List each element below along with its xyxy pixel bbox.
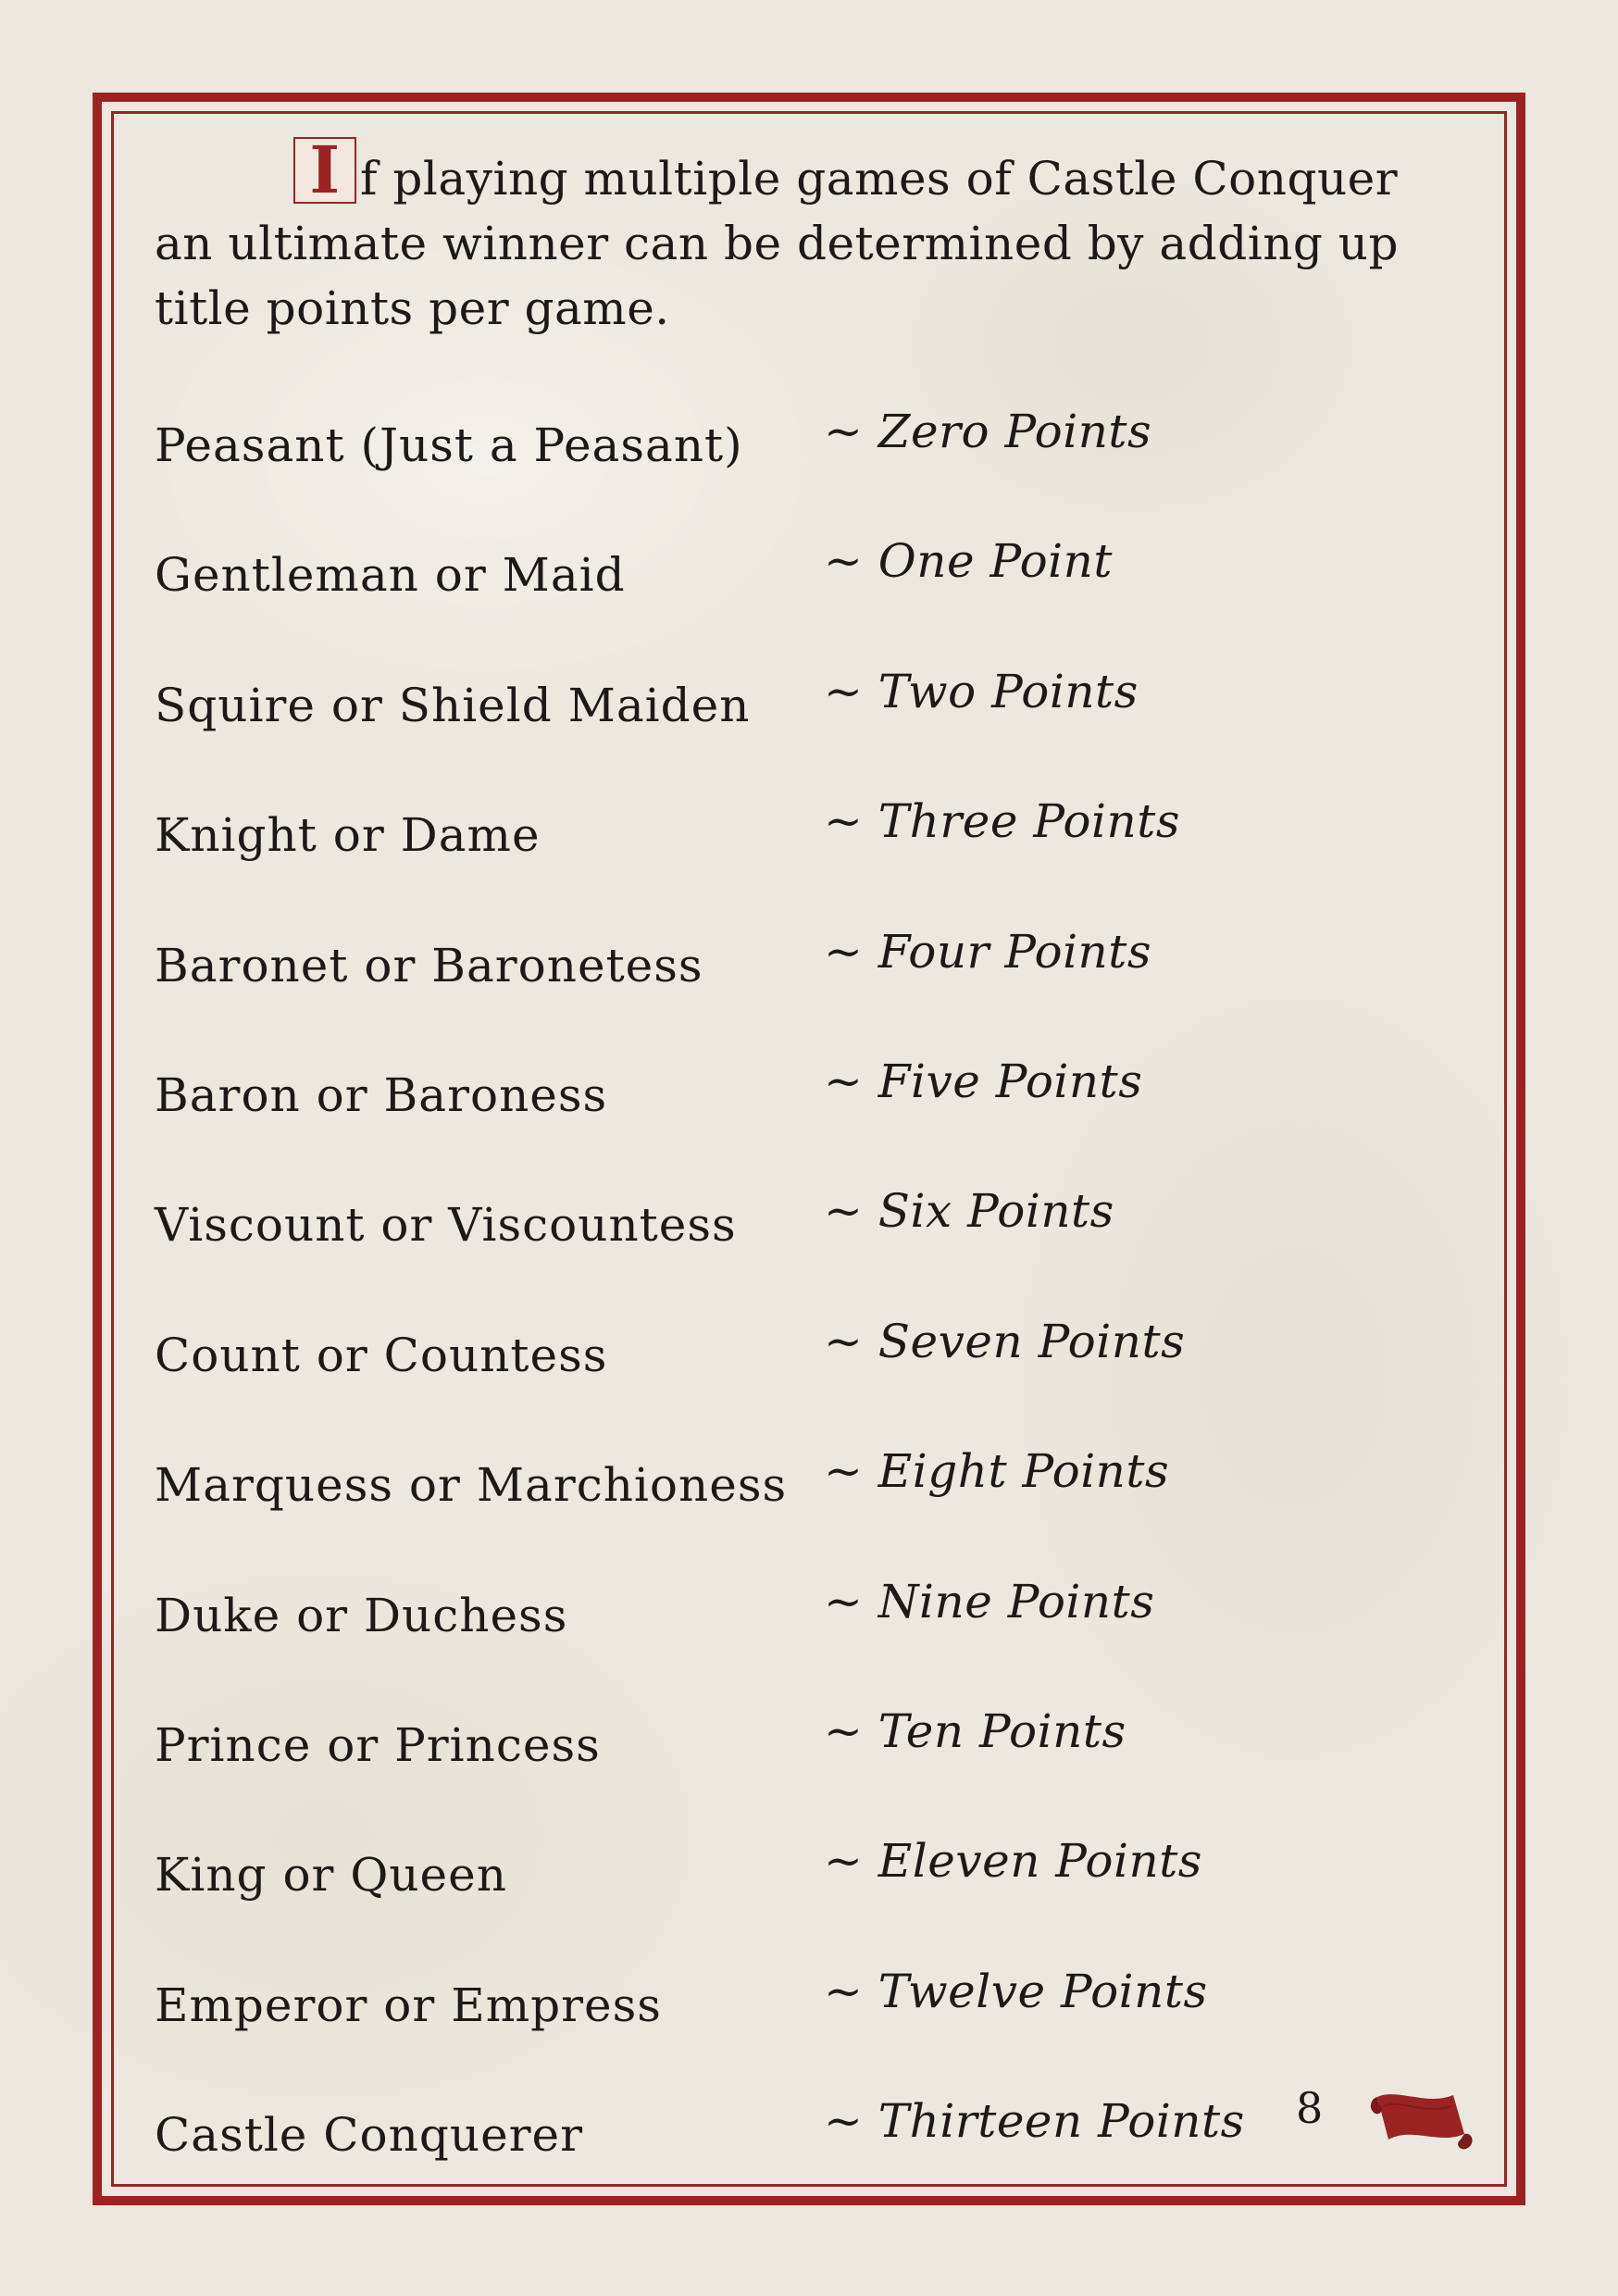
title-row <box>0 1964 1618 2071</box>
title-points: ~ Eight Points <box>824 1444 1170 1499</box>
title-row <box>0 1704 1618 1811</box>
title-row <box>0 1054 1618 1161</box>
title-row <box>0 664 1618 771</box>
title-name: Baron or Baroness <box>155 1068 608 1122</box>
title-points: ~ Nine Points <box>824 1574 1155 1628</box>
intro-paragraph <box>155 131 1450 341</box>
title-points: ~ Zero Points <box>824 405 1152 458</box>
title-points: ~ Eleven Points <box>824 1834 1202 1889</box>
intro-text: f playing multiple games of Castle Conquer an ultimate winner can be determined by adding up title points per game. <box>155 152 1400 335</box>
title-points: ~ One Point <box>824 534 1113 589</box>
title-name: Peasant (Just a Peasant) <box>155 418 743 472</box>
title-row <box>0 794 1618 901</box>
scroll-icon <box>1361 2078 1481 2162</box>
title-row <box>0 1444 1618 1551</box>
title-row <box>0 1314 1618 1421</box>
title-points: ~ Twelve Points <box>824 1964 1208 2018</box>
title-name: King or Queen <box>155 1848 507 1903</box>
title-name: Castle Conquerer <box>155 2108 584 2163</box>
page-number: 8 <box>1296 2083 1324 2133</box>
title-row <box>0 1834 1618 1940</box>
title-name: Prince or Princess <box>155 1718 601 1772</box>
title-points: ~ Three Points <box>824 794 1180 849</box>
title-points: ~ Thirteen Points <box>824 2094 1245 2149</box>
title-name: Gentleman or Maid <box>155 548 626 603</box>
title-name: Knight or Dame <box>155 808 541 863</box>
title-points: ~ Two Points <box>824 664 1139 718</box>
title-row <box>0 1574 1618 1681</box>
title-points: ~ Seven Points <box>824 1314 1186 1368</box>
title-name: Emperor or Empress <box>155 1978 662 2032</box>
title-name: Count or Countess <box>155 1328 608 1382</box>
title-name: Squire or Shield Maiden <box>155 678 751 732</box>
title-points: ~ Six Points <box>824 1184 1114 1239</box>
dropcap-letter: I <box>309 131 341 208</box>
dropcap <box>293 131 356 208</box>
title-name: Duke or Duchess <box>155 1588 568 1642</box>
title-row <box>0 1184 1618 1291</box>
title-row <box>0 924 1618 1031</box>
title-name: Baronet or Baronetess <box>155 938 703 992</box>
title-row <box>0 405 1618 511</box>
title-points: ~ Ten Points <box>824 1704 1126 1758</box>
title-points: ~ Five Points <box>824 1054 1143 1108</box>
title-points: ~ Four Points <box>824 924 1152 979</box>
title-row <box>0 534 1618 641</box>
title-name: Marquess or Marchioness <box>155 1458 788 1513</box>
title-name: Viscount or Viscountess <box>155 1198 737 1253</box>
